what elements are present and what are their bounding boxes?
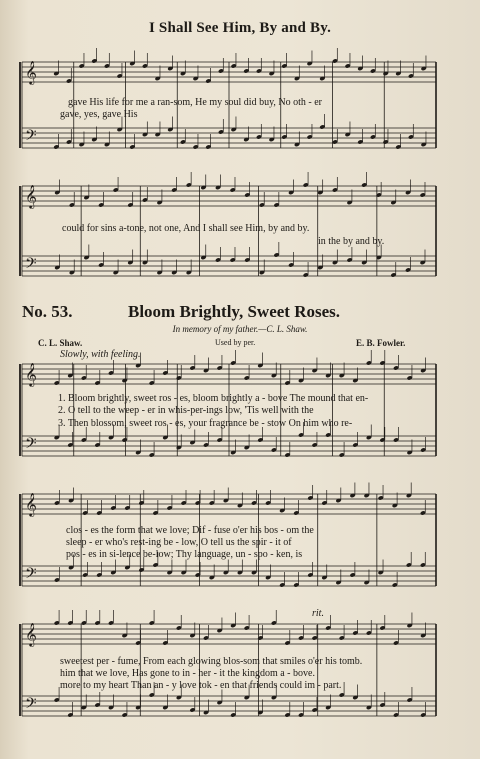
tempo-marking: Slowly, with feeling. bbox=[60, 349, 141, 360]
lyric-line: gave His life for me a ran-som, He my soul did buy, No oth - er bbox=[68, 97, 323, 108]
hymn-title-top: I Shall See Him, By and By. bbox=[148, 20, 332, 36]
verse-line: sweetest per - fume, From each glowing blos-som that smiles o'er his tomb. bbox=[60, 656, 363, 667]
treble-clef-icon: 𝄞 bbox=[25, 184, 37, 208]
bass-clef-icon: 𝄢 bbox=[25, 695, 37, 716]
dedication: In memory of my father.—C. L. Shaw. bbox=[172, 324, 308, 334]
verse-line: sleep - er who's rest-ing be - low, O tell us the spir - it of bbox=[66, 537, 292, 548]
treble-clef-icon: 𝄞 bbox=[25, 492, 37, 516]
lyric-line: in the by and by. bbox=[318, 236, 385, 247]
verse-line: him that we love, Has gone to in - her - it the kingdom a - bove. bbox=[60, 668, 315, 679]
verse-line: 3. Then blossom, sweet ros - es, your fragrance be - stow On him who re- bbox=[58, 418, 353, 429]
hymn-number: No. 53. bbox=[22, 302, 73, 321]
verse-line: clos - es the form that we love; Dif - fuse o'er his bos - om the bbox=[66, 525, 314, 536]
verse-line: 1. Bloom brightly, sweet ros - es, bloom brightly a - bove The mound that en- bbox=[58, 393, 369, 404]
arranger: E. B. Fowler. bbox=[356, 338, 406, 348]
treble-clef-icon: 𝄞 bbox=[25, 622, 37, 646]
verse-line: 2. O tell to the weep - er in whis-per-ings low, 'Tis well with the bbox=[58, 405, 314, 416]
treble-clef-icon: 𝄞 bbox=[25, 362, 37, 386]
bass-clef-icon: 𝄢 bbox=[25, 435, 37, 456]
lyric-line: could for sins a-tone, not one, And I shall see Him, by and by. bbox=[62, 223, 310, 234]
bass-clef-icon: 𝄢 bbox=[25, 127, 37, 148]
verse-line: pos - es in si-lence be-low; Thy language, un - spo - ken, is bbox=[66, 549, 303, 560]
permission-note: Used by per. bbox=[215, 338, 256, 347]
lyric-line: gave, yes, gave His bbox=[60, 109, 138, 120]
verse-line: more to my heart Than an - y love tok - en that friends could im - part. bbox=[60, 680, 342, 691]
treble-clef-icon: 𝄞 bbox=[25, 60, 37, 84]
bass-clef-icon: 𝄢 bbox=[25, 565, 37, 586]
composer: C. L. Shaw. bbox=[38, 338, 83, 348]
bass-clef-icon: 𝄢 bbox=[25, 255, 37, 276]
ritardando-marking: rit. bbox=[312, 608, 324, 619]
hymn-title: Bloom Brightly, Sweet Roses. bbox=[128, 302, 341, 321]
